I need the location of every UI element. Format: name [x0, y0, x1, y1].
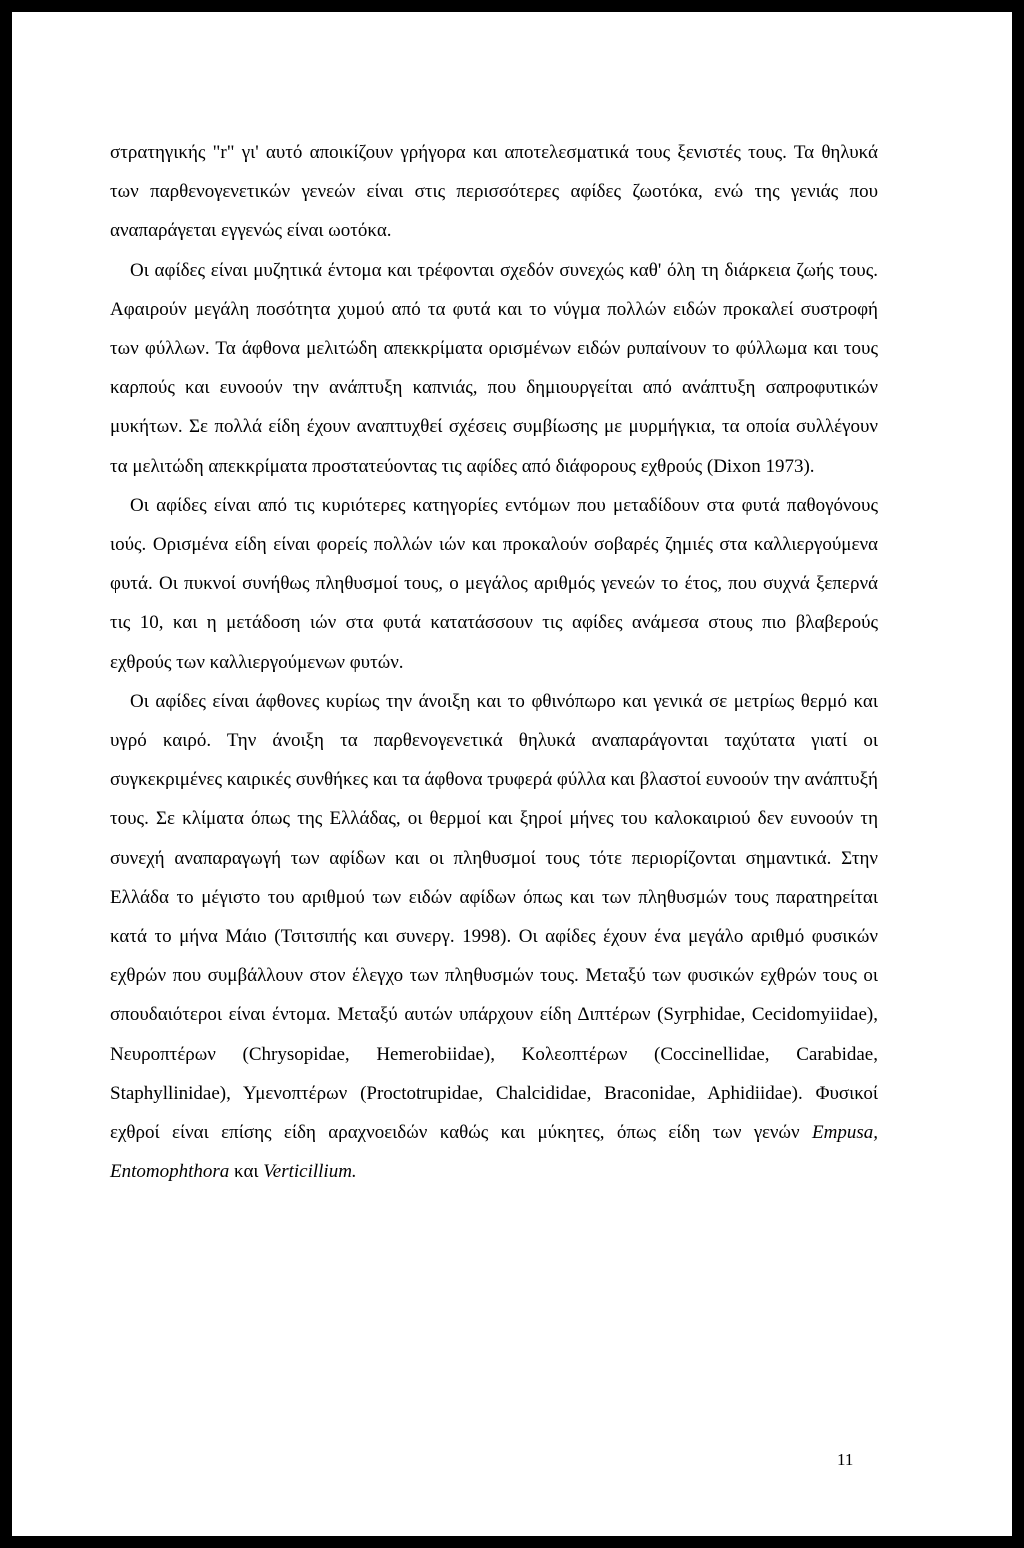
genus-name: Verticillium. [263, 1161, 357, 1183]
conjunction: και [229, 1161, 264, 1183]
paragraph [110, 133, 878, 251]
body-text [110, 133, 878, 1191]
paragraph-text: Οι αφίδες είναι άφθονες κυρίως την άνοιξη και το φθινόπωρο και γενικά σε μετρίως θερμό και υγρό καιρό. Την άνοιξη τα παρθενογενετικά θηλυκά αναπαράγονται ταχύτατα γιατί οι συγκεκριμένες καιρικές συνθήκες και τα άφθονα τρυφερά φύλλα και βλαστοί ευνοούν την ανάπτυξή τους. Σε κλίματα όπως της Ελλάδας, οι θερμοί και ξηροί μήνες του καλοκαιριού δεν ευνοούν τη συνεχή αναπαραγωγή των αφίδων και οι πληθυσμοί τους τότε περιορίζονται σημαντικά. Στην Ελλάδα το μέγιστο του αριθμού των ειδών αφίδων όπως και των πληθυσμών τους παρατηρείται κατά το μήνα Μάιο (Τσιτσιπής και συνεργ. 1998). Οι αφίδες έχουν ένα μεγάλο αριθμό φυσικών εχθρών που συμβάλλουν στον έλεγχο των πληθυσμών τους. Μεταξύ των φυσικών εχθρών τους οι σπουδαιότεροι είναι έντομα. Μεταξύ αυτών υπάρχουν είδη Διπτέρων (Syrphidae, Cecidomyiidae), Νευροπτέρων (Chrysopidae, Hemerobiidae), Κολεοπτέρων (Coccinellidae, Carabidae, Staphyllinidae), Υμενοπτέρων (Proctotrupidae, Chalcididae, Braconidae, Aphidiidae). Φυσικοί εχθροί είναι επίσης είδη αραχνοειδών καθώς και μύκητες, όπως είδη των γενών [110, 690, 878, 1144]
paragraph-text: Οι αφίδες είναι μυζητικά έντομα και τρέφονται σχεδόν συνεχώς καθ' όλη τη διάρκεια ζωής τους. Αφαιρούν μεγάλη ποσότητα χυμού από τα φυτά και το νύγμα πολλών ειδών προκαλεί συστροφή των φύλλων. Τα άφθονα μελιτώδη απεκκρίματα ορισμένων ειδών ρυπαίνουν το φύλλωμα και τους καρπούς και ευνοούν την ανάπτυξη καπνιάς, που δημιουργείται από ανάπτυξη σαπροφυτικών μυκήτων. Σε πολλά είδη έχουν αναπτυχθεί σχέσεις συμβίωσης με μυρμήγκια, τα οποία συλλέγουν τα μελιτώδη απεκκρίματα προστατεύοντας τις αφίδες από διάφορους εχθρούς (Dixon 1973). [110, 259, 878, 477]
paragraph [110, 251, 878, 486]
paragraph [110, 486, 878, 682]
paragraph [110, 682, 878, 1192]
genus-name: Entomophthora [110, 1161, 230, 1183]
genus-name: Empusa, [812, 1122, 879, 1144]
paragraph-text: Οι αφίδες είναι από τις κυριότερες κατηγορίες εντόμων που μεταδίδουν στα φυτά παθογόνους ιούς. Ορισμένα είδη είναι φορείς πολλών ιών και προκαλούν σοβαρές ζημιές στα καλλιεργούμενα φυτά. Οι πυκνοί συνήθως πληθυσμοί τους, ο μεγάλος αριθμός γενεών το έτος, που συχνά ξεπερνά τις 10, και η μετάδοση ιών στα φυτά κατατάσσουν τις αφίδες ανάμεσα στους πιο βλαβερούς εχθρούς των καλλιεργούμενων φυτών. [110, 494, 878, 673]
paragraph-text: στρατηγικής "r" γι' αυτό αποικίζουν γρήγορα και αποτελεσματικά τους ξενιστές τους. Τα θηλυκά των παρθενογενετικών γενεών είναι στις περισσότερες αφίδες ζωοτόκα, ενώ της γενιάς που αναπαράγεται εγγενώς είναι ωοτόκα. [110, 142, 878, 242]
document-page [12, 12, 1012, 1536]
page-number: 11 [837, 1450, 854, 1469]
